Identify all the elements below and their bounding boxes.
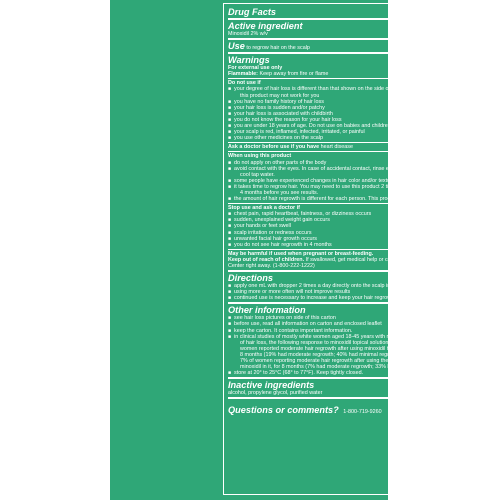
list-item: ■ apply one mL with dropper 2 times a day directly onto the scalp in the hair loss area — [228, 283, 488, 289]
list-item: ■ sudden, unexplained weight gain occurs — [228, 217, 488, 223]
list-item: ■ it takes time to regrow hair. You may need to use this product 2 times a day for at least — [228, 184, 488, 190]
list-item: ■ avoid contact with the eyes. In case of accidental contact, rinse eyes with large amounts of — [228, 166, 488, 172]
list-item-cont: 4 months before you see results. — [240, 189, 319, 196]
drug-facts-title: Drug Facts — [228, 7, 276, 17]
drug-facts-label — [110, 0, 488, 500]
flammable-text: Keep away from fire or flame — [259, 71, 329, 78]
list-item: ■ do not apply on other parts of the body — [228, 160, 488, 166]
keep-out-label: Keep out of reach of children. — [228, 256, 305, 263]
other-info-heading: Other information — [228, 305, 306, 316]
divider — [228, 203, 488, 204]
keep-out-text: If swallowed, get medical help or contact a Poison Control — [305, 256, 444, 263]
list-item-cont: cool tap water. — [240, 171, 275, 178]
divider — [228, 397, 488, 399]
warnings-heading: Warnings — [228, 55, 270, 66]
use-text: to regrow hair on the scalp — [246, 45, 310, 52]
flammable-label: Flammable: — [228, 71, 258, 78]
purpose-heading: Purpose — [451, 21, 488, 31]
stop-use-heading: Stop use and ask a doctor if — [228, 205, 300, 212]
active-ingredient-heading: Active ingredient — [228, 21, 303, 31]
list-item-cont: 7% of women reporting moderate hair regrowth after using the placebo, the liquid without — [240, 358, 452, 365]
pregnancy-warning: May be harmful if used when pregnant or breast-feeding. — [228, 250, 374, 257]
list-item: ■ your hair loss is sudden and/or patchy — [228, 105, 488, 111]
questions-heading: Questions or comments? — [228, 405, 339, 416]
ask-doctor-text: heart disease — [320, 144, 353, 151]
use-heading: Use — [228, 41, 245, 52]
inactive-heading: Inactive ingredients — [228, 380, 315, 391]
list-item: ■ you use other medicines on the scalp — [228, 135, 488, 141]
when-using-heading: When using this product — [228, 153, 292, 160]
keep-out-cont: Center right away. (1-800-222-1222) — [228, 263, 315, 269]
list-item: ■ the amount of hair regrowth is different for each person. This product will not work for everyone. — [228, 196, 488, 202]
use-section — [228, 41, 488, 51]
list-item: ■ your hands or feet swell — [228, 223, 488, 229]
divider — [228, 270, 488, 272]
list-item: ■ using more or more often will not improve results — [228, 289, 488, 295]
list-item: ■ your degree of hair loss is different than that shown on the side of this carton, because — [228, 86, 488, 92]
list-item: ■ some people have experienced changes in hair color and/or texture — [228, 178, 488, 184]
list-item: ■ chest pain, rapid heartbeat, faintness, or dizziness occurs — [228, 211, 488, 217]
list-item: ■ you do not know the reason for your hair loss — [228, 117, 488, 123]
divider — [228, 78, 488, 79]
list-item-cont: of hair loss, the following response to minoxidil topical solution 2% was reported: 19% of — [240, 339, 451, 346]
list-item-cont: 8 months (19% had moderate regrowth; 40% had minimal regrowth). This compares with — [240, 351, 452, 358]
divider — [228, 151, 488, 152]
questions-phone: 1-800-719-9260 — [343, 409, 382, 416]
list-item: ■ in clinical studies of mostly white women aged 18-45 years with mild to moderate degrees — [228, 334, 488, 340]
ask-doctor-line — [228, 144, 488, 150]
ingredient-name: Minoxidil 2% w/v — [228, 31, 268, 37]
active-ingredient-row — [228, 31, 488, 37]
list-item: ■ continued use is necessary to increase and keep your hair regrowth, or hair loss will begin again — [228, 295, 488, 301]
list-item-cont: women reported moderate hair regrowth after using minoxidil topical solution 2% for — [240, 345, 440, 352]
divider — [228, 377, 488, 379]
list-item-cont: this product may not work for you — [240, 92, 320, 99]
active-ingredient-header — [228, 21, 488, 31]
divider — [228, 142, 488, 143]
questions-line — [228, 400, 488, 418]
ask-doctor-label: Ask a doctor before use if you have — [228, 144, 320, 151]
list-item: ■ you are under 18 years of age. Do not use on babies and children. — [228, 123, 488, 129]
divider — [228, 18, 488, 20]
divider — [228, 52, 488, 54]
list-item: ■ see hair loss pictures on side of this carton — [228, 315, 488, 321]
list-item: ■ your scalp is red, inflamed, infected, irritated, or painful — [228, 129, 488, 135]
divider — [228, 38, 488, 40]
drug-facts-panel — [223, 3, 493, 495]
list-item: ■ your hair loss is associated with childbirth — [228, 111, 488, 117]
flammable-line — [228, 71, 488, 77]
directions-heading: Directions — [228, 273, 273, 284]
external-use: For external use only — [228, 65, 283, 72]
list-item: ■ you have no family history of hair loss — [228, 99, 488, 105]
do-not-use-heading: Do not use if — [228, 80, 261, 87]
inactive-text: alcohol, propylene glycol, purified water — [228, 390, 323, 397]
divider — [228, 249, 488, 250]
divider — [228, 302, 488, 304]
ingredient-purpose: Hair regrowth treatment — [431, 31, 488, 37]
list-item: ■ keep the carton. It contains important information. — [228, 328, 488, 334]
list-item: ■ store at 20° to 25°C (68° to 77°F). Keep tightly closed. — [228, 370, 488, 376]
list-item-cont: minoxidil in it, for 8 months (7% had moderate regrowth; 33% had minimal regrowth). — [240, 364, 443, 371]
list-item: ■ scalp irritation or redness occurs — [228, 230, 488, 236]
list-item: ■ unwanted facial hair growth occurs — [228, 236, 488, 242]
list-item: ■ before use, read all information on carton and enclosed leaflet — [228, 321, 488, 327]
list-item: ■ you do not see hair regrowth in 4 months — [228, 242, 488, 248]
